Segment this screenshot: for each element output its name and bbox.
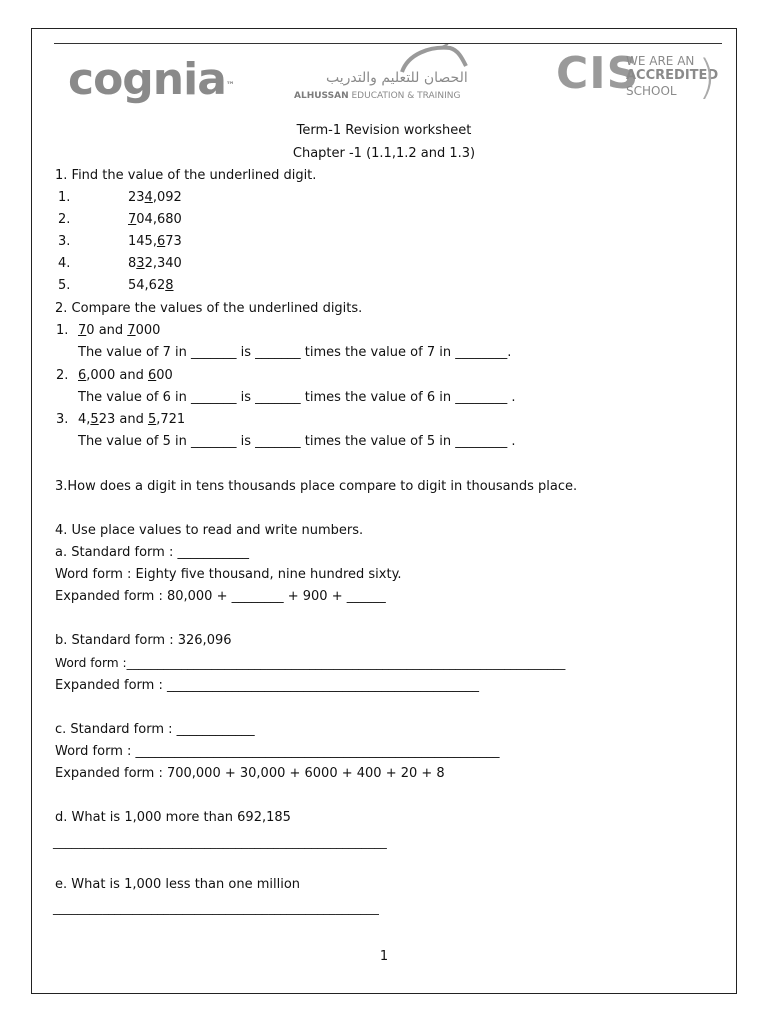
alhussan-logo <box>290 44 470 106</box>
q2-sentence: The value of 6 in _______ is _______ times the value of 6 in ________ . <box>78 390 516 405</box>
q4c-standard: c. Standard form : ____________ <box>55 722 255 737</box>
q4a-standard: a. Standard form : ___________ <box>55 545 249 560</box>
cis-logo: CIS WE ARE AN ACCREDITED SCHOOL ) <box>556 48 719 104</box>
q4a-expanded: Expanded form : 80,000 + ________ + 900 + ______ <box>55 589 386 604</box>
q1-prompt: 1. Find the value of the underlined digit. <box>55 168 317 183</box>
cognia-logo: cognia™ <box>68 54 234 105</box>
q4c-word: Word form : ________________________________________________________ <box>55 744 500 759</box>
q1-item: 145,673 <box>128 234 182 249</box>
q4c-expanded: Expanded form : 700,000 + 30,000 + 6000 + 400 + 20 + 8 <box>55 766 445 781</box>
q4b-expanded: Expanded form : ________________________________________________ <box>55 678 479 693</box>
page-number: 1 <box>379 949 389 964</box>
q3-prompt: 3.How does a digit in tens thousands place compare to digit in thousands place. <box>55 479 578 494</box>
q4b-standard: b. Standard form : 326,096 <box>55 633 232 648</box>
alhussan-arabic: الحصان للتعليم والتدريب <box>326 70 468 86</box>
q4e-question: e. What is 1,000 less than one million <box>55 877 301 892</box>
q4a-word: Word form : Eighty five thousand, nine hundred sixty. <box>55 567 402 582</box>
alhussan-english: ALHUSSAN EDUCATION & TRAINING <box>294 91 461 101</box>
worksheet-title: Term-1 Revision worksheet <box>296 123 472 138</box>
q4d-answer-line: _____________________________________________________ <box>53 834 387 849</box>
q4-prompt: 4. Use place values to read and write numbers. <box>55 523 364 538</box>
q1-item: 54,628 <box>128 278 174 293</box>
q1-item: 234,092 <box>128 190 182 205</box>
q2-prompt: 2. Compare the values of the underlined digits. <box>55 301 363 316</box>
q2-sentence: The value of 7 in _______ is _______ times the value of 7 in ________. <box>78 345 512 360</box>
q2-pair: 70 and 7000 <box>78 323 161 338</box>
q1-item: 704,680 <box>128 212 182 227</box>
q2-pair: 4,523 and 5,721 <box>78 412 186 427</box>
q4e-answer-line: _____________________________________________________ <box>53 901 379 915</box>
q1-item: 832,340 <box>128 256 182 271</box>
cis-bracket-icon: ) <box>698 50 716 104</box>
q2-sentence: The value of 5 in _______ is _______ times the value of 5 in ________ . <box>78 434 516 449</box>
q2-pair: 6,000 and 600 <box>78 368 173 383</box>
worksheet-subtitle: Chapter -1 (1.1,1.2 and 1.3) <box>292 146 476 161</box>
q4d-question: d. What is 1,000 more than 692,185 <box>55 810 291 825</box>
q4b-word: Word form :________________________________________________________________________ <box>55 656 566 670</box>
